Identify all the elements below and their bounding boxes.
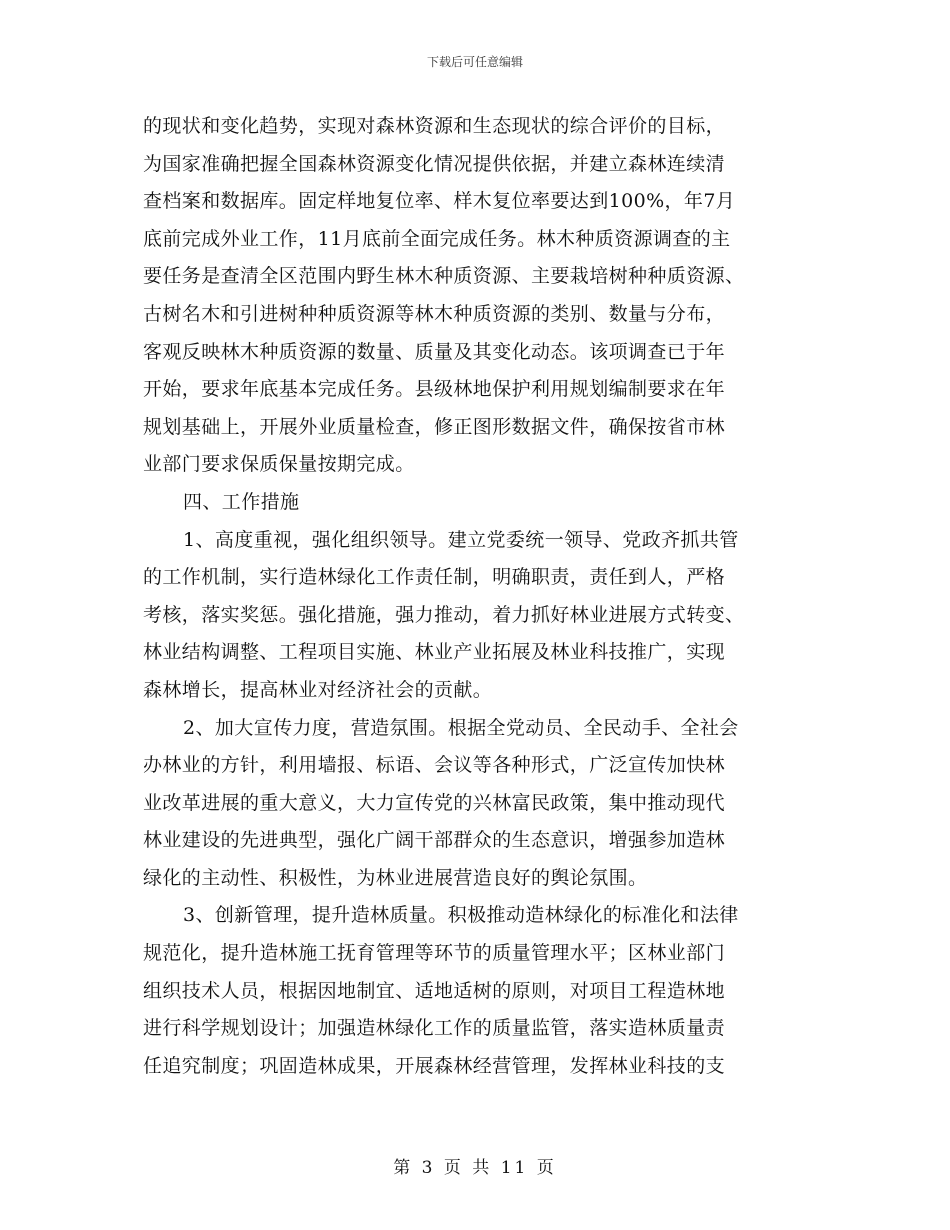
- text-line: 组织技术人员，根据因地制宜、适地适树的原则，对项目工程造林地: [143, 979, 726, 1002]
- text-line: 业改革进展的重大意义，大力宣传党的兴林富民政策，集中推动现代: [143, 791, 726, 814]
- text-line: 3、创新管理，提升造林质量。积极推动造林绿化的标准化和法律: [183, 904, 739, 927]
- text-line: 开始，要求年底基本完成任务。县级林地保护利用规划编制要求在年: [143, 378, 726, 401]
- text-line: 要任务是查清全区范围内野生林木种质资源、主要栽培树种种质资源、: [143, 265, 745, 288]
- body-text: [143, 108, 807, 1085]
- text-line: 底前完成外业工作，11月底前全面完成任务。林木种质资源调查的主: [143, 227, 731, 250]
- text-line: 为国家准确把握全国森林资源变化情况提供依据，并建立森林连续清: [143, 152, 726, 175]
- text-line: 查档案和数据库。固定样地复位率、样木复位率要达到100%，年7月: [143, 190, 736, 213]
- text-line: 林业结构调整、工程项目实施、林业产业拓展及林业科技推广，实现: [143, 641, 726, 664]
- text-line: 办林业的方针，利用墙报、标语、会议等各种形式，广泛宣传加快林: [143, 754, 726, 777]
- text-line: 规划基础上，开展外业质量检查，修正图形数据文件，确保按省市林: [143, 415, 726, 438]
- text-line: 2、加大宣传力度，营造氛围。根据全党动员、全民动手、全社会: [183, 716, 739, 739]
- header-note: 下载后可任意编辑: [426, 55, 523, 69]
- page-number-footer: 第 3 页 共 11 页: [393, 1158, 557, 1178]
- text-line: 的现状和变化趋势，实现对森林资源和生态现状的综合评价的目标，: [143, 115, 726, 137]
- text-line: 古树名木和引进树种种质资源等林木种质资源的类别、数量与分布，: [143, 302, 726, 325]
- text-line: 业部门要求保质保量按期完成。: [143, 453, 415, 476]
- text-line: 1、高度重视，强化组织领导。建立党委统一领导、党政齐抓共管: [183, 528, 739, 551]
- text-line: 的工作机制，实行造林绿化工作责任制，明确职责，责任到人，严格: [143, 566, 726, 589]
- text-line: 绿化的主动性、积极性，为林业进展营造良好的舆论氛围。: [143, 866, 648, 889]
- text-line: 进行科学规划设计；加强造林绿化工作的质量监管，落实造林质量责: [143, 1017, 726, 1040]
- text-line: 客观反映林木种质资源的数量、质量及其变化动态。该项调查已于年: [143, 340, 726, 363]
- text-line: 任追究制度；巩固造林成果，开展森林经营管理，发挥林业科技的支: [143, 1054, 726, 1077]
- text-line: 考核，落实奖惩。强化措施，强力推动，着力抓好林业进展方式转变、: [143, 603, 745, 626]
- text-line: 四、工作措施: [183, 490, 300, 513]
- text-line: 森林增长，提高林业对经济社会的贡献。: [143, 678, 493, 701]
- text-line: 林业建设的先进典型，强化广阔干部群众的生态意识，增强参加造林: [143, 829, 726, 852]
- text-line: 规范化，提升造林施工抚育管理等环节的质量管理水平；区林业部门: [143, 942, 726, 965]
